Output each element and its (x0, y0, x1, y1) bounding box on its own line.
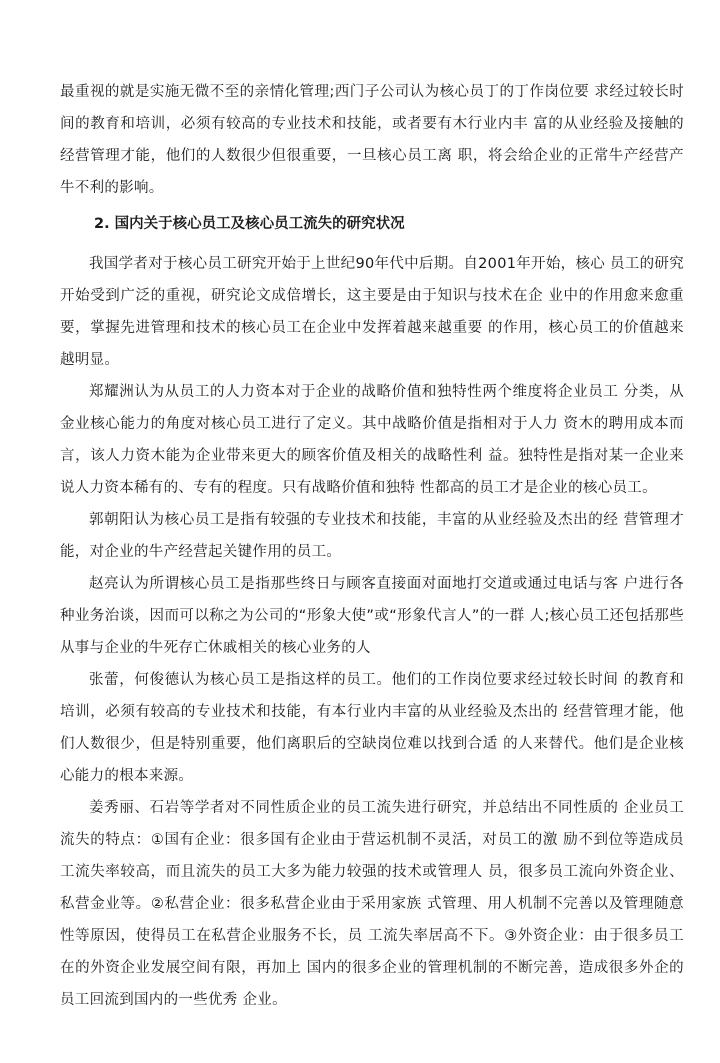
paragraph-siemens-continuation: 最重视的就是实施无微不至的亲情化管理;西门子公司认为核心员丁的丁作岗位要 求经过较长时间的教育和培训，必须有较高的专业技术和技能，或者要有木行业内丰 富的从业经验及接触的经营管理才能，他们的人数很少但很重要，一旦核心员工离 职，将会给企业的正常牛产经营产牛不利的影响。 (60, 84, 684, 196)
paragraph-zhang-lei-he-junde: 张蕾，何俊德认为核心员工是指这样的员工。他们的工作岗位要求经过较长时间 的教育和培训，必须有较高的专业技术和技能，有本行业内丰富的从业经验及杰出的 经营管理才能，他们人数很少，但是特别重要，他们离职后的空缺岗位难以找到合适 的人来替代。他们是企业核心能力的根本来源。 (60, 672, 684, 784)
paragraph-zheng-yaozhou: 郑耀洲认为从员工的人力资本对于企业的战略价值和独特性两个维度将企业员工 分类，从金业核心能力的角度对核心员工进行了定义。其中战略价值是指相对于人力 资木的聘用成本而言，该人力资木能为企业带来更大的顾客价值及相关的战略性利 益。独特性是指对某一企业来说人力资本稀有的、专有的程度。只有战略价值和独特 性都高的员工才是企业的核心员工。 (60, 384, 684, 496)
paragraph-zhao-liang: 赵亮认为所谓核心员工是指那些终日与顾客直接面对面地打交道或通过电话与客 户进行各种业务治谈，因而可以称之为公司的“形象大使”或“形象代言人”的一群 人;核心员工还包括那些从事与企业的牛死存亡休戚相关的核心业务的人 (60, 576, 684, 656)
paragraph-jiang-xiuli-shi-yan: 姜秀丽、石岩等学者对不同性质企业的员工流失进行研究，并总结出不同性质的 企业员工流失的特点：①国有企业：很多国有企业由于营运机制不灵活，对员工的激 励不到位等造成员工流失率较高，而且流失的员工大多为能力较强的技术或管理人 员，很多员工流向外资企业、私营金业等。②私营企业：很多私营企业由于采用家族 式管理、用人机制不完善以及管理随意性等原因，使得员工在私营企业服务不长，员 工流失率居高不下。③外资企业：由于很多员工在的外资企业发展空间有限，再加上 国内的很多企业的管理机制的不断完善，造成很多外企的员工回流到国内的一些优秀 企业。 (60, 800, 684, 1008)
section-heading: 2. 国内关于核心员工及核心员工流失的研究状况 (94, 216, 405, 232)
paragraph-domestic-research-overview: 我国学者对于核心员工研究开始于上世纪90年代中后期。自2001年开始，核心 员工的研究开始受到广泛的重视，研究论文成倍增长，这主要是由于知识与技术在企 业中的作用愈来愈重要，掌握先进管理和技术的核心员工在企业中发挥着越来越重要 的作用，核心员工的价值越来越明显。 (60, 256, 684, 368)
document-body (60, 76, 684, 1016)
paragraph-guo-chaoyang: 郭朝阳认为核心员工是指有较强的专业技术和技能，丰富的从业经验及杰出的经 营管理才能，对企业的牛产经营起关键作用的员工。 (60, 512, 684, 560)
